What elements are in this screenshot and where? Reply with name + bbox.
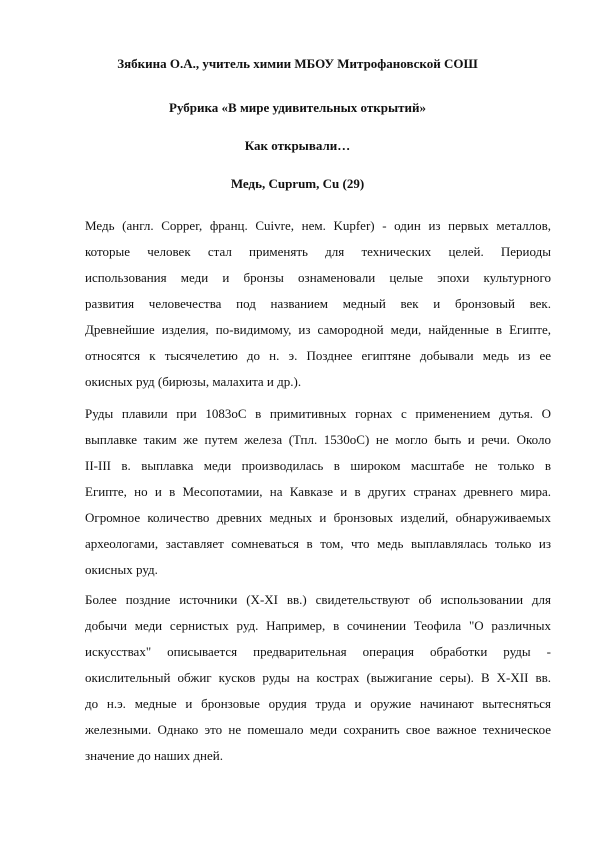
text-line: Руды плавили при 1083оС в примитивных горнах с применением дутья. О <box>85 406 551 421</box>
text-line: которые человек стал применять для технических целей. Периоды <box>85 244 551 259</box>
series-title: Как открывали… <box>244 138 351 153</box>
text-line: использования меди и бронзы ознаменовали целые эпохи культурного <box>85 270 551 285</box>
text-line: окисных руд. <box>85 562 158 577</box>
element-title: Медь, Cuprum, Cu (29) <box>230 176 365 191</box>
text-line: окислительный обжиг кусков руды на кострах (выжигание серы). В X-XII вв. <box>85 670 551 685</box>
text-line: до н.э. медные и бронзовые орудия труда и оружие начинают вытесняться <box>85 696 551 711</box>
text-line: железными. Однако это не помешало меди сохранить свое важное техническое <box>85 722 551 737</box>
text-line: развития человечества под названием медный век и бронзовый век. <box>85 296 551 311</box>
text-line: значение до наших дней. <box>85 748 223 763</box>
author-line: Зябкина О.А., учитель химии МБОУ Митрофановской СОШ <box>117 56 478 71</box>
paragraph-sulfide-ores <box>85 587 551 769</box>
paragraph-smelting <box>85 401 551 583</box>
rubric-title: Рубрика «В мире удивительных открытий» <box>169 100 426 115</box>
text-line: Более поздние источники (X-XI вв.) свидетельствуют об использовании для <box>85 592 551 607</box>
text-line: Древнейшие изделия, по-видимому, из самородной меди, найденные в Египте, <box>85 322 551 337</box>
text-line: II-III в. выплавка меди производилась в широком масштабе не только в <box>85 458 551 473</box>
text-line: Египте, но и в Месопотамии, на Кавказе и в других странах древнего мира. <box>85 484 551 499</box>
text-line: окисных руд (бирюзы, малахита и др.). <box>85 374 302 389</box>
text-line: Огромное количество древних медных и бронзовых изделий, обнаруживаемых <box>85 510 551 525</box>
text-line: искусствах" описывается предварительная операция обработки руды - <box>85 644 551 659</box>
text-line: археологами, заставляет сомневаться в том, что медь выплавлялась только из <box>85 536 551 551</box>
text-line: выплавке таким же путем железа (Тпл. 1530оС) не могло быть и речи. Около <box>85 432 551 447</box>
text-line: Медь (англ. Copper, франц. Cuivre, нем. Kupfer) - один из первых металлов, <box>85 218 551 233</box>
paragraph-history-intro <box>85 213 551 395</box>
text-line: относятся к тысячелетию до н. э. Позднее египтяне добывали медь из ее <box>85 348 551 363</box>
text-line: добычи меди сернистых руд. Например, в сочинении Теофила "О различных <box>85 618 551 633</box>
